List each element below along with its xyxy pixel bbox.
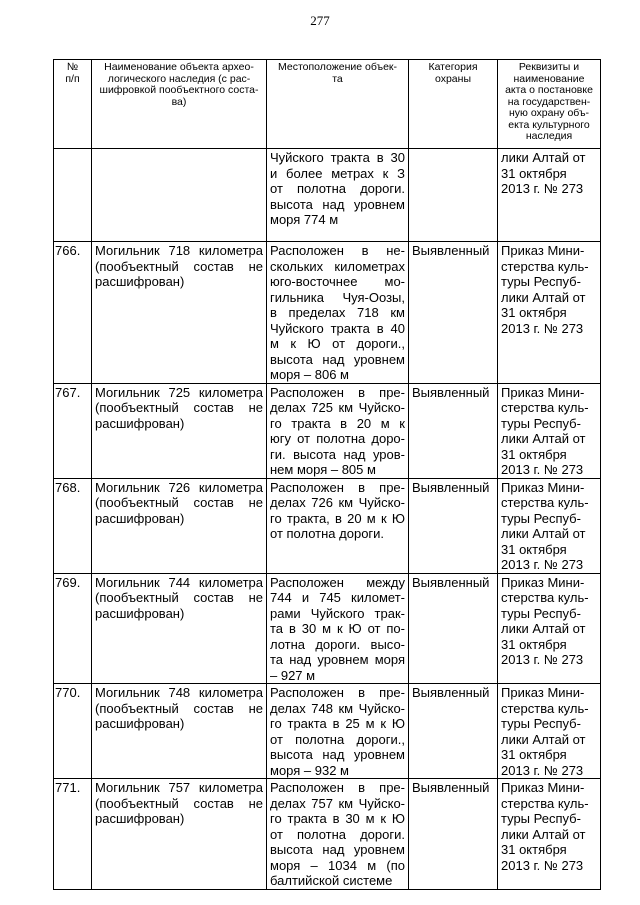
object-location-line: Расположен в пре-	[270, 685, 405, 700]
act-requisites-line: туры Респуб-	[501, 605, 581, 621]
object-location-line: югу от полотна доро-	[270, 431, 405, 446]
row-number: 766.	[54, 242, 92, 384]
act-requisites-line: 31 октября	[501, 446, 567, 462]
act-requisites-line: Приказ Мини-	[501, 243, 585, 258]
object-name-line: (пообъектный состав не	[95, 590, 263, 605]
act-requisites-line: стерства куль-	[501, 495, 589, 510]
page-number: 277	[310, 13, 330, 28]
act-requisites-line: 31 октября	[501, 842, 567, 857]
act-requisites-line: Приказ Мини-	[501, 574, 585, 590]
object-location	[267, 684, 409, 779]
object-name	[92, 383, 267, 478]
act-requisites-line: стерства куль-	[501, 700, 589, 716]
object-location-line: Расположен в пре-	[270, 479, 405, 495]
object-name-line: расшифрован)	[95, 274, 185, 289]
act-requisites-line: стерства куль-	[501, 795, 589, 811]
table-row	[54, 684, 601, 779]
object-name-line: Могильник 718 километра	[95, 243, 263, 258]
object-name-line: расшифрован)	[95, 605, 185, 621]
object-location-line: Расположен между	[270, 574, 405, 590]
object-name-line: (пообъектный состав не	[95, 400, 263, 415]
act-requisites-line: туры Респуб-	[501, 716, 581, 731]
act-requisites-line: стерства куль-	[501, 400, 589, 415]
object-location-line: го тракта, в 20 м к Ю	[270, 510, 405, 526]
object-location-line: и более метрах к З	[270, 165, 405, 181]
table-body	[54, 149, 601, 890]
act-requisites-line: стерства куль-	[501, 590, 589, 605]
object-location-line: от полотна дороги.,	[270, 731, 405, 747]
object-location-line: Расположен в не-	[270, 243, 405, 258]
object-location-line: делах 725 км Чуйско-	[270, 400, 405, 415]
table-row	[54, 779, 601, 890]
object-location-line: ги. высота над уров-	[270, 446, 405, 462]
object-location-line: го тракта в 20 м к	[270, 415, 405, 431]
object-name-line: Могильник 757 километра	[95, 780, 263, 795]
object-location-line: в пределах 718 км	[270, 305, 405, 320]
object-location-line: Чуйского тракта в 40	[270, 320, 405, 336]
act-requisites-line: туры Респуб-	[501, 510, 581, 526]
table-row	[54, 149, 601, 242]
object-name-line: расшифрован)	[95, 415, 185, 431]
object-name	[92, 573, 267, 684]
object-name-line: Могильник 726 километра	[95, 479, 263, 495]
object-location-line: от полотна дороги.	[270, 526, 385, 541]
object-location-line: делах 726 км Чуйско-	[270, 495, 405, 510]
object-location	[267, 573, 409, 684]
object-location-line: высота над уровнем	[270, 842, 405, 857]
act-requisites	[498, 149, 601, 242]
heritage-table	[53, 59, 601, 890]
act-requisites-line: 2013 г. № 273	[501, 320, 584, 336]
header-category: Категория охраны	[409, 60, 498, 149]
object-location-line: от полотна дороги.	[270, 826, 405, 842]
act-requisites-line: 31 октября	[501, 747, 567, 762]
table-row	[54, 383, 601, 478]
act-requisites-line: 2013 г. № 273	[501, 652, 584, 667]
row-number: 770.	[54, 684, 92, 779]
object-location-line: юго-восточнее мо-	[270, 274, 405, 289]
object-location-line: от полотна дороги.	[270, 181, 405, 196]
act-requisites	[498, 242, 601, 384]
protection-category: Выявленный	[409, 383, 498, 478]
act-requisites	[498, 684, 601, 779]
row-number: 768.	[54, 478, 92, 573]
act-requisites-line: туры Респуб-	[501, 415, 581, 431]
object-name-line: (пообъектный состав не	[95, 495, 263, 510]
object-location-line: 744 и 745 километ-	[270, 590, 405, 605]
act-requisites-line: туры Респуб-	[501, 274, 581, 289]
object-name	[92, 684, 267, 779]
object-location-line: гильника Чуя-Оозы,	[270, 289, 405, 305]
act-requisites-line: 2013 г. № 273	[501, 557, 584, 572]
object-name-line: (пообъектный состав не	[95, 700, 263, 716]
object-name-line: расшифрован)	[95, 811, 185, 826]
act-requisites-line: лики Алтай от	[501, 826, 586, 842]
object-name	[92, 149, 267, 242]
object-name-line: (пообъектный состав не	[95, 258, 263, 274]
act-requisites-line: лики Алтай от	[501, 431, 586, 446]
object-location-line: моря – 932 м	[270, 762, 349, 778]
act-requisites-line: 2013 г. № 273	[501, 857, 584, 873]
act-requisites-line: Приказ Мини-	[501, 479, 585, 495]
act-requisites-line: Приказ Мини-	[501, 780, 585, 795]
object-location-line: высота над уровнем	[270, 196, 405, 212]
object-location	[267, 383, 409, 478]
object-name-line: Могильник 744 километра	[95, 574, 263, 590]
protection-category	[409, 149, 498, 242]
object-name	[92, 478, 267, 573]
object-name-line: расшифрован)	[95, 716, 185, 731]
object-location-line: м к Ю от дороги.,	[270, 336, 405, 351]
protection-category: Выявленный	[409, 242, 498, 384]
object-location-line: – 927 м	[270, 667, 316, 683]
header-location: Местоположение объек- та	[267, 60, 409, 149]
object-location-line: моря – 806 м	[270, 367, 349, 382]
object-location-line: та над уровнем моря	[270, 652, 405, 667]
object-location-line: скольких километрах	[270, 258, 405, 274]
act-requisites-line: 31 октября	[501, 165, 567, 181]
object-location-line: лотна дороги. высо-	[270, 636, 405, 652]
act-requisites-line: лики Алтай от	[501, 731, 586, 747]
table-row	[54, 478, 601, 573]
act-requisites-line: лики Алтай от	[501, 150, 586, 165]
row-number	[54, 149, 92, 242]
table-header-row	[54, 60, 601, 149]
object-name-line: (пообъектный состав не	[95, 795, 263, 811]
object-location-line: рами Чуйского трак-	[270, 605, 405, 621]
act-requisites-line: 31 октября	[501, 636, 567, 652]
table-row	[54, 242, 601, 384]
object-location-line: Чуйского тракта в 30	[270, 150, 405, 165]
object-location-line: та в 30 м к Ю от по-	[270, 621, 405, 636]
act-requisites-line: 2013 г. № 273	[501, 462, 584, 477]
object-location	[267, 478, 409, 573]
object-name	[92, 242, 267, 384]
act-requisites-line: Приказ Мини-	[501, 384, 585, 400]
object-name-line: расшифрован)	[95, 510, 185, 526]
header-name: Наименование объекта архео- логического наследия (с рас- шифровкой пообъектного соста- ва)	[92, 60, 267, 149]
header-number: № п/п	[54, 60, 92, 149]
act-requisites-line: лики Алтай от	[501, 526, 586, 541]
act-requisites	[498, 383, 601, 478]
act-requisites	[498, 573, 601, 684]
object-location-line: го тракта в 30 м к Ю	[270, 811, 405, 826]
object-location-line: делах 757 км Чуйско-	[270, 795, 405, 811]
protection-category: Выявленный	[409, 573, 498, 684]
object-location-line: го тракта в 25 м к Ю	[270, 716, 405, 731]
act-requisites-line: 31 октября	[501, 541, 567, 557]
object-location-line: нем моря – 805 м	[270, 462, 376, 477]
act-requisites-line: лики Алтай от	[501, 621, 586, 636]
object-location-line: высота над уровнем	[270, 747, 405, 762]
object-location-line: Расположен в пре-	[270, 780, 405, 795]
object-name-line: Могильник 748 километра	[95, 685, 263, 700]
object-location	[267, 149, 409, 242]
act-requisites-line: туры Респуб-	[501, 811, 581, 826]
act-requisites-line: 31 октября	[501, 305, 567, 320]
object-name-line: Могильник 725 километра	[95, 384, 263, 400]
act-requisites-line: стерства куль-	[501, 258, 589, 274]
object-location-line: Расположен в пре-	[270, 384, 405, 400]
row-number: 771.	[54, 779, 92, 890]
protection-category: Выявленный	[409, 478, 498, 573]
row-number: 769.	[54, 573, 92, 684]
row-number: 767.	[54, 383, 92, 478]
act-requisites-line: 2013 г. № 273	[501, 181, 584, 196]
table-row	[54, 573, 601, 684]
object-location	[267, 779, 409, 890]
act-requisites-line: Приказ Мини-	[501, 685, 585, 700]
act-requisites-line: лики Алтай от	[501, 289, 586, 305]
header-requisites: Реквизиты и наименование акта о постановке на государствен- ную охрану объ- екта культурного наследия	[498, 60, 601, 149]
object-location-line: высота над уровнем	[270, 351, 405, 367]
act-requisites	[498, 478, 601, 573]
object-location	[267, 242, 409, 384]
object-location-line: моря 774 м	[270, 212, 339, 227]
protection-category: Выявленный	[409, 684, 498, 779]
object-location-line: делах 748 км Чуйско-	[270, 700, 405, 716]
act-requisites-line: 2013 г. № 273	[501, 762, 584, 778]
act-requisites	[498, 779, 601, 890]
object-name	[92, 779, 267, 890]
object-location-line: балтийской системе	[270, 873, 393, 888]
protection-category: Выявленный	[409, 779, 498, 890]
object-location-line: моря – 1034 м (по	[270, 857, 405, 873]
